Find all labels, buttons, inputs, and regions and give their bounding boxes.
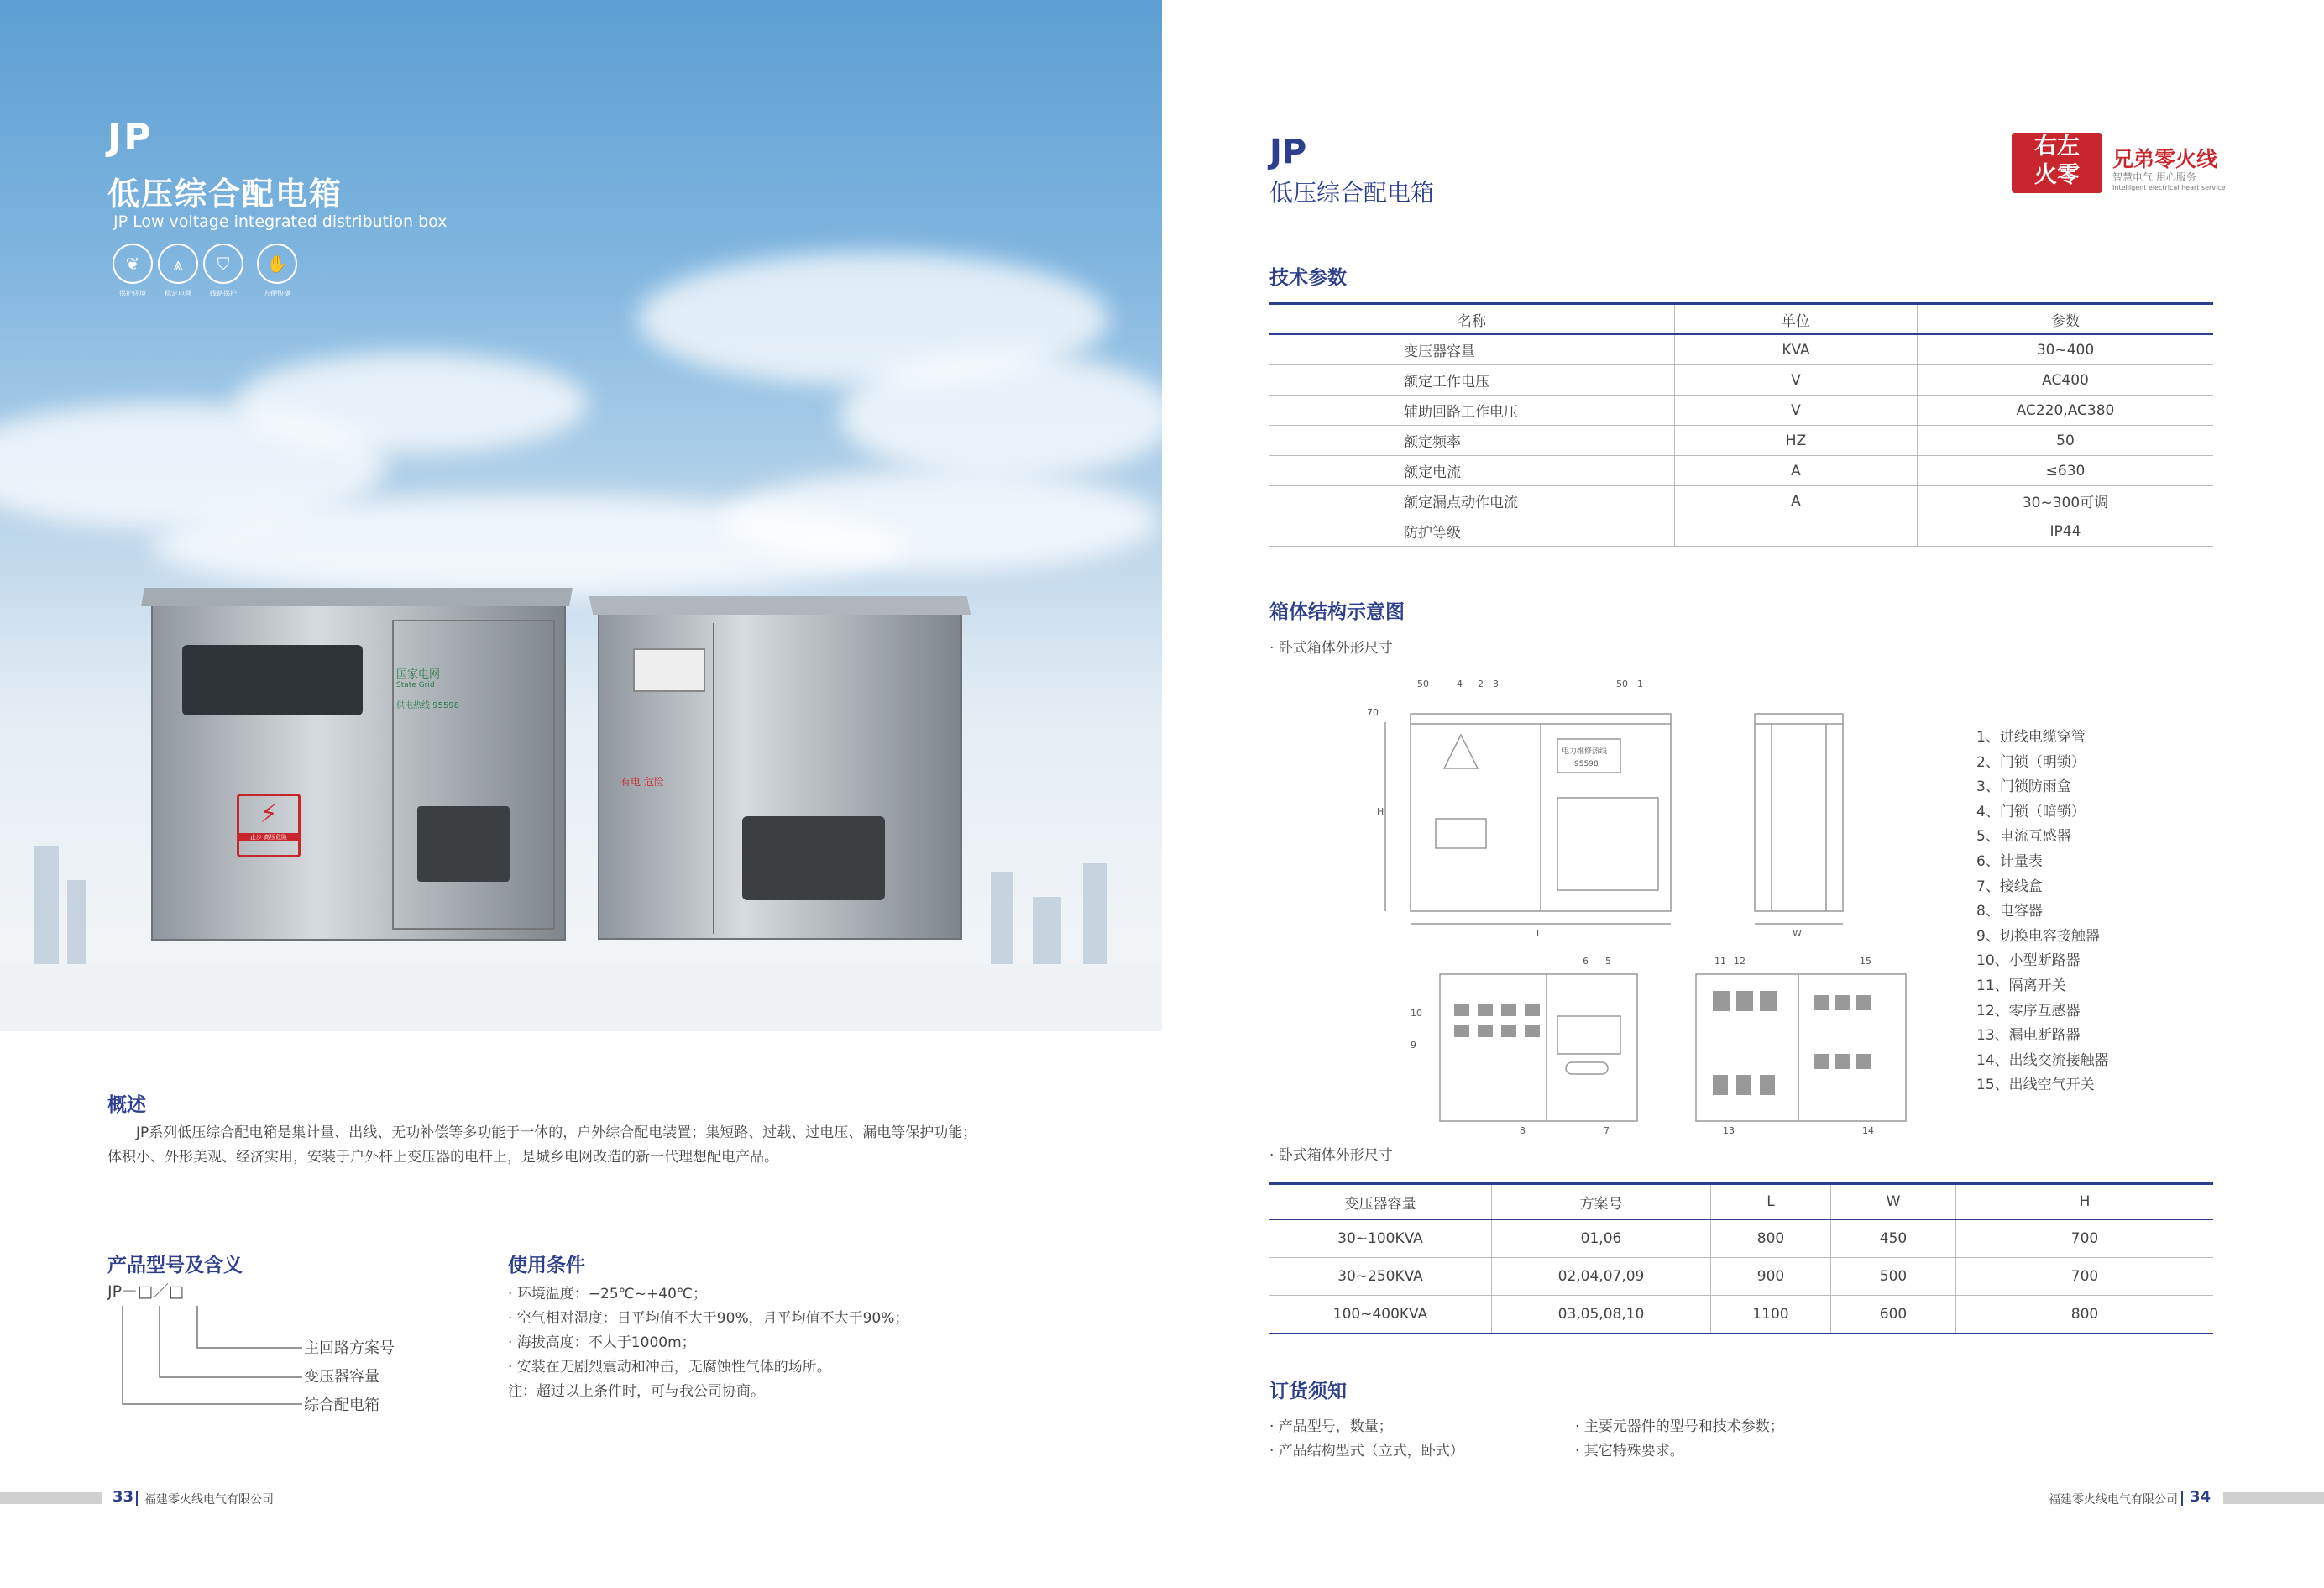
svg-text:6: 6: [1583, 956, 1589, 967]
svg-text:电力维修热线: 电力维修热线: [1562, 747, 1608, 756]
svg-text:50: 50: [1616, 679, 1628, 689]
table-row: 辅助回路工作电压 V AC220,AC380: [1269, 396, 2213, 426]
structure-subtitle-1: · 卧式箱体外形尺寸: [1269, 640, 1393, 657]
svg-text:9: 9: [1411, 1040, 1416, 1051]
svg-text:50: 50: [1417, 679, 1429, 689]
svg-text:7: 7: [1604, 1125, 1610, 1136]
table-header-row: 变压器容量 方案号 L W H: [1269, 1184, 2213, 1220]
overview-text: JP系列低压综合配电箱是集计量、出线、无功补偿等多功能于一体的，户外综合配电装置；集短路、过载、过电压、漏电等保护功能； 体积小、外形美观、经济实用，安装于户外杆上变压器的电杆上，是城乡电网改造的新一代理想配电产品。: [107, 1124, 977, 1166]
footer-company-left: 福建零火线电气有限公司: [144, 1493, 274, 1507]
brand-name: 兄弟零火线: [2112, 147, 2218, 171]
overview-title: 概述: [107, 1094, 146, 1116]
state-grid-logo: 国家电网 State Grid 供电热线 95598: [396, 668, 459, 710]
svg-text:L: L: [1536, 928, 1542, 939]
hero-title-en: JP Low voltage integrated distribution box: [113, 212, 448, 231]
conditions-title: 使用条件: [508, 1255, 585, 1276]
brand-logo-mark: 右左 火零: [2012, 133, 2102, 193]
footer-bar-right: [2223, 1492, 2324, 1504]
table-row: 30~100KVA 01,06 800 450 700: [1269, 1219, 2213, 1258]
page-title-cn: 低压综合配电箱: [1269, 179, 1435, 207]
svg-text:1: 1: [1637, 679, 1643, 689]
order-list-left: · 产品型号，数量； · 产品结构型式（立式，卧式）: [1269, 1418, 1464, 1460]
conditions-list: · 环境温度：−25℃~+40℃； · 空气相对湿度：日平均值不大于90%，月平均值不大于90%； · 海拔高度：不大于1000m； · 安装在无剧烈震动和冲击，无腐蚀性气体的场所。 注：超过以上条件时，可与我公司协商。: [508, 1286, 909, 1400]
svg-text:15: 15: [1860, 956, 1871, 967]
svg-text:70: 70: [1367, 707, 1379, 718]
page-number-right: 34: [2190, 1488, 2211, 1506]
table-row: 100~400KVA 03,05,08,10 1100 600 800: [1269, 1296, 2213, 1334]
svg-text:10: 10: [1411, 1008, 1422, 1019]
svg-text:14: 14: [1862, 1125, 1874, 1136]
leaf-icon: ❦: [113, 244, 153, 284]
cabinet-photo-right: [598, 613, 962, 940]
model-title: 产品型号及含义: [107, 1255, 243, 1276]
svg-text:3: 3: [1493, 679, 1499, 689]
svg-text:4: 4: [1457, 679, 1463, 689]
structure-title: 箱体结构示意图: [1269, 601, 1405, 623]
table-row: 30~250KVA 02,04,07,09 900 500 700: [1269, 1258, 2213, 1296]
svg-text:2: 2: [1478, 679, 1484, 689]
svg-text:5: 5: [1605, 956, 1611, 967]
feature-leaf: ❦ 保护环境: [103, 244, 162, 298]
page-number-left: 33: [113, 1488, 134, 1506]
danger-label: 有电 危险: [620, 776, 664, 788]
hero-image: [0, 0, 1162, 1031]
table-row: 额定工作电压 V AC400: [1269, 365, 2213, 396]
warning-sign: ⚡ 止步 高压危险: [237, 794, 301, 857]
feature-hand: ✋ 方便快捷: [248, 244, 306, 298]
structure-legend: 1、进线电缆穿管 2、门锁（明锁） 3、门锁防雨盒 4、门锁（暗锁） 5、电流互感器 6、计量表 7、接线盒 8、电容器 9、切换电容接触器 10、小型断路器 11、隔离开关 12、零序互感器 13、漏电断路器 14、出线交流接触器 15、出线空气开关: [1976, 729, 2109, 1094]
feature-tower: ⩓ 稳定电网: [149, 244, 207, 298]
svg-text:12: 12: [1734, 956, 1746, 967]
hand-icon: ✋: [257, 244, 297, 284]
footer-divider-right: [2181, 1491, 2183, 1506]
params-table: [1269, 302, 2213, 547]
hero-title-jp: JP: [107, 116, 154, 159]
model-code: JP－□／□: [107, 1282, 184, 1301]
svg-text:13: 13: [1723, 1125, 1735, 1136]
svg-text:95598: 95598: [1574, 760, 1599, 768]
hero-title-cn: 低压综合配电箱: [107, 176, 343, 212]
tower-icon: ⩓: [158, 244, 198, 284]
svg-text:H: H: [1377, 806, 1384, 817]
table-row: 变压器容量 KVA 30~400: [1269, 334, 2213, 365]
model-meaning-list: 主回路方案号 变压器容量 综合配电箱: [304, 1339, 395, 1414]
feature-shield: ⛉ 线路保护: [194, 244, 253, 298]
table-header-row: 名称 单位 参数: [1269, 304, 2213, 335]
structure-subtitle-2: · 卧式箱体外形尺寸: [1269, 1147, 1393, 1164]
footer-bar-left: [0, 1492, 102, 1504]
footer-divider-left: [136, 1491, 138, 1506]
svg-text:11: 11: [1714, 956, 1726, 967]
svg-text:8: 8: [1520, 1125, 1526, 1136]
cabinet-photo-left: [151, 603, 566, 941]
table-row: 额定频率 HZ 50: [1269, 426, 2213, 456]
page-title-jp: JP: [1269, 133, 1307, 171]
params-title: 技术参数: [1269, 267, 1347, 289]
table-row: 防护等级 IP44: [1269, 516, 2213, 547]
shield-icon: ⛉: [203, 244, 243, 284]
footer-company-right: 福建零火线电气有限公司: [2049, 1493, 2178, 1507]
model-diagram-lines: [118, 1302, 302, 1411]
svg-text:W: W: [1793, 928, 1802, 939]
dimensions-table: [1269, 1182, 2213, 1334]
order-title: 订货须知: [1269, 1381, 1347, 1402]
structure-diagram: [1360, 672, 1965, 1142]
table-row: 额定漏点动作电流 A 30~300可调: [1269, 486, 2213, 516]
table-row: 额定电流 A ≤630: [1269, 456, 2213, 486]
order-list-right: · 主要元器件的型号和技术参数； · 其它特殊要求。: [1575, 1418, 1784, 1460]
brand-slogan: 智慧电气 用心服务 Intelligent electrical heart service: [2112, 171, 2226, 191]
